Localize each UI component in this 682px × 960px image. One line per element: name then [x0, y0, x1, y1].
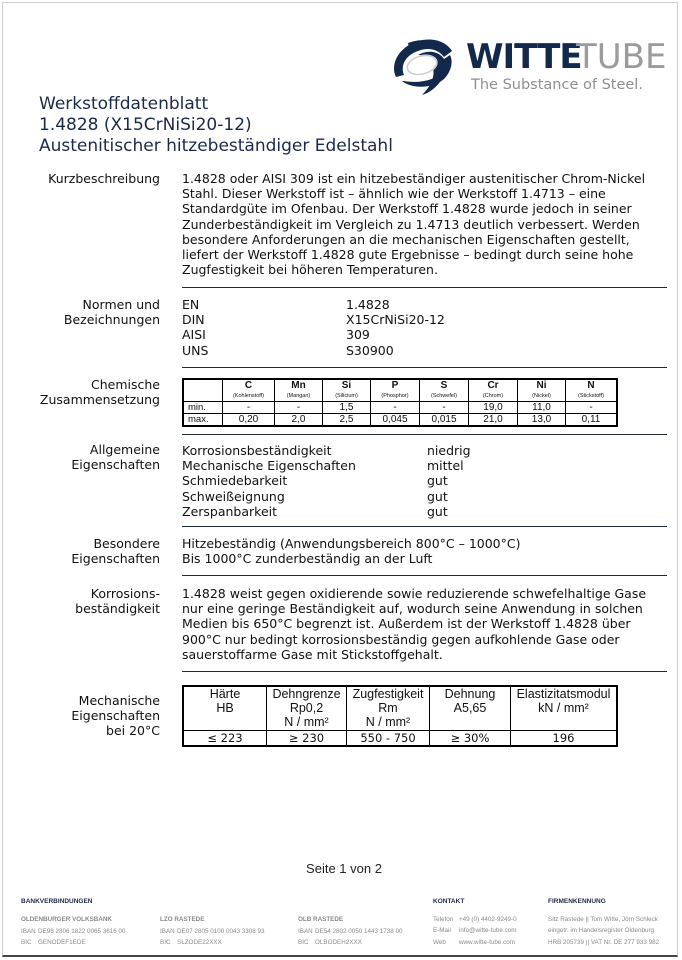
chem-header-cell [420, 379, 469, 402]
element-symbol: P [391, 379, 399, 391]
chem-min-value: - [223, 402, 275, 414]
chem-min-value: - [566, 402, 618, 414]
norm-value: 309 [346, 327, 370, 343]
brand-secondary: TUBE [576, 37, 667, 77]
header-line: Rp0,2 [289, 701, 324, 715]
chem-max-value: 0,045 [371, 414, 420, 427]
korrosion-text: 1.4828 weist gegen oxidierende sowie reduzierende schwefelhaltige Gase nur eine geringe Beständigkeit auf, wodurch seine Anwendung in solchen Medien bis 650°C begrenzt ist. Außerdem ist der Werkstoff 1.4828 über 900°C nur bedingt korrosionsbeständig gegen aufkohlende Gase oder sauerstoffarme Gase mit Stickstoffgehalt. [182, 586, 647, 662]
element-symbol: Si [341, 379, 352, 391]
property-value: mittel [427, 458, 464, 474]
chem-max-value: 2,0 [275, 414, 323, 427]
element-symbol: Ni [536, 379, 547, 391]
property-key: Korrosionsbeständigkeit [182, 443, 332, 458]
mech-header-cell [267, 686, 347, 731]
chem-max-value: 0,11 [566, 414, 618, 427]
mech-value: 550 - 750 [347, 731, 430, 747]
mechanical-properties-table [182, 685, 618, 747]
chem-min-value: 19,0 [469, 402, 518, 414]
footer-contact [433, 896, 517, 948]
section-divider [182, 367, 667, 368]
normen-row [182, 297, 445, 312]
element-symbol: Mn [291, 379, 306, 391]
bank-name: OLB RASTEDE [298, 916, 344, 923]
element-name: (Mangan) [286, 392, 311, 399]
chem-max-value: 21,0 [469, 414, 518, 427]
iban-label: IBAN [298, 927, 313, 935]
element-symbol: S [440, 379, 448, 391]
chem-header-cell [223, 379, 275, 402]
chem-max-value: 0,20 [223, 414, 275, 427]
footer-bank-heading [21, 896, 93, 908]
element-name: (Schwefel) [431, 392, 457, 399]
mech-header-cell [511, 686, 618, 731]
normen-row [182, 312, 445, 327]
mech-value: ≥ 30% [430, 731, 511, 747]
header-line: Dehnung [444, 687, 496, 701]
chem-header-cell [566, 379, 618, 402]
bic-value: GENODEF1EDE [38, 939, 86, 946]
footer-bank-1 [21, 914, 126, 949]
label-line: Mechanische [78, 693, 160, 708]
norm-key: DIN [182, 312, 205, 328]
web-link[interactable]: www.witte-tube.com [459, 938, 515, 946]
footer-bank-2 [160, 914, 265, 949]
iban-label: IBAN [21, 927, 36, 935]
chem-max-value: 13,0 [518, 414, 566, 427]
chem-min-value: 1,5 [323, 402, 371, 414]
section-label-allgemein [71, 442, 160, 472]
bic-value: OLBODEH2XXX [315, 939, 362, 946]
section-divider [182, 287, 667, 288]
normen-row [182, 343, 445, 358]
section-label-mechanik [71, 693, 160, 738]
mech-header-cell [183, 686, 267, 731]
iban-value: DE98 2806 1822 0065 3616 00 [38, 927, 126, 935]
property-row [182, 489, 471, 504]
mech-value-row [183, 731, 617, 747]
mech-value: ≤ 223 [183, 731, 267, 747]
section-divider [182, 575, 667, 576]
title-line-3: Austenitischer hitzebeständiger Edelstahl [39, 136, 393, 156]
chem-min-row [183, 402, 617, 414]
row-label-min: min. [183, 402, 223, 414]
section-divider [182, 671, 667, 672]
element-name: (Kohlenstoff) [232, 392, 265, 399]
chem-min-value: - [420, 402, 469, 414]
iban-value: DE54 2802 0050 1443 1738 00 [315, 927, 403, 935]
header-line: A5,65 [453, 701, 487, 715]
title-line-2: 1.4828 (X15CrNiSi20-12) [39, 115, 252, 135]
document-title [39, 94, 393, 157]
besondere-line: Bis 1000°C zunderbeständig an der Luft [182, 551, 433, 567]
mech-header-cell [347, 686, 430, 731]
label-line: Normen und [82, 297, 160, 312]
chem-corner-cell [183, 379, 223, 402]
chem-header-cell [371, 379, 420, 402]
property-value: gut [427, 488, 448, 504]
footer-heading: BANKVERBINDUNGEN [21, 898, 93, 905]
company-line: HRB 205739 || VAT Nr. DE 277 933 982 [548, 938, 660, 946]
property-key: Zerspanbarkeit [182, 503, 278, 519]
label-line: Bezeichnungen [63, 312, 160, 327]
header-line: N / mm² [365, 715, 411, 729]
email-link[interactable]: info@witte-tube.com [459, 927, 517, 934]
chem-max-value: 2,5 [323, 414, 371, 427]
company-line: Sitz Rastede || Tom Witte, Jörn Schleck [548, 915, 658, 923]
chem-max-row [183, 414, 617, 427]
element-name: (Silicium) [335, 392, 358, 399]
property-row [182, 473, 471, 488]
allgemein-list [182, 443, 471, 519]
section-label-besondere [71, 536, 160, 566]
header-line: N / mm² [284, 715, 329, 729]
company-line: eingetr. im Handelsregister Oldenburg [548, 927, 655, 934]
label-line: bei 20°C [106, 723, 160, 738]
contact-key: E-Mail [433, 927, 451, 934]
footer-heading: KONTAKT [433, 898, 465, 905]
element-name: (Nickel) [532, 392, 551, 399]
contact-key: Telefon [433, 915, 454, 923]
document-page [2, 2, 678, 957]
mech-header-cell [430, 686, 511, 731]
mech-value: ≥ 230 [267, 731, 347, 747]
norm-key: EN [182, 297, 200, 312]
normen-list [182, 297, 445, 358]
header-line: Zugfestigkeit [352, 687, 424, 701]
property-key: Schweißeignung [182, 488, 285, 504]
page-number: Seite 1 von 2 [306, 861, 382, 876]
bic-label: BIC [298, 939, 309, 946]
bic-label: BIC [21, 939, 32, 946]
label-line: Allgemeine [89, 442, 160, 457]
besondere-line: Hitzebeständig (Anwendungsbereich 800°C – 1000°C) [182, 536, 521, 551]
chem-header-cell [275, 379, 323, 402]
header-line: Rm [378, 701, 398, 715]
chem-min-value: - [275, 402, 323, 414]
iban-value: DE07 2805 0100 0043 3308 93 [177, 927, 265, 935]
bank-name: OLDENBURGER VOLKSBANK [21, 916, 112, 923]
label-line: Korrosions- [90, 586, 160, 601]
chem-header-cell [323, 379, 371, 402]
bic-value: SLZODE22XXX [177, 939, 222, 946]
property-key: Mechanische Eigenschaften [182, 458, 356, 474]
chem-max-value: 0,015 [420, 414, 469, 427]
norm-key: AISI [182, 327, 206, 343]
normen-row [182, 327, 445, 342]
kurzbeschreibung-text: 1.4828 oder AISI 309 ist ein hitzebeständiger austenitischer Chrom-Nickel Stahl. Dieser Werkstoff ist – ähnlich wie der Werkstoff 1.4713 – eine Standardgüte im Ofenbau. Der Werkstoff 1.4828 wurde jedoch in seiner Zunderbeständigkeit im Vergleich zu 1.4713 deutlich verbessert. Werden besondere Anforderungen an die mechanischen Eigenschaften gestellt, liefert der Werkstoff 1.4828 gute Ergebnisse – bedingt durch seine hohe Zugfestigkeit bei höheren Temperaturen. [182, 171, 646, 278]
title-line-1: Werkstoffdatenblatt [39, 94, 209, 114]
chem-header-cell [469, 379, 518, 402]
label-line: Eigenschaften [71, 457, 160, 472]
witte-tube-logo-icon [388, 35, 458, 97]
chem-min-value: - [371, 402, 420, 414]
footer-heading: FIRMENKENNUNG [548, 898, 606, 905]
header-line: kN / mm² [538, 701, 589, 715]
section-label-normen [64, 297, 160, 327]
chem-min-value: 11,0 [518, 402, 566, 414]
company-logo [388, 33, 678, 103]
property-row [182, 504, 471, 519]
iban-label: IBAN [160, 927, 175, 935]
section-label-kurzbeschreibung: Kurzbeschreibung [48, 171, 160, 186]
header-line: Härte [209, 687, 241, 701]
property-value: gut [427, 503, 448, 519]
footer-bank-3 [298, 914, 403, 949]
element-name: (Stickstoff) [578, 392, 604, 399]
section-divider [182, 434, 667, 435]
footer-company [548, 896, 659, 948]
property-key: Schmiedebarkeit [182, 473, 288, 489]
brand-primary: WITTE [466, 37, 582, 77]
section-divider [182, 526, 667, 527]
section-label-korrosion [75, 586, 160, 616]
label-line: Besondere [93, 536, 160, 551]
norm-value: S30900 [346, 342, 394, 358]
element-name: (Phosphor) [381, 392, 409, 399]
mech-value: 196 [511, 731, 618, 747]
element-symbol: Cr [487, 379, 499, 391]
header-line: Elastizitatsmodul [516, 687, 611, 701]
label-line: Zusammensetzung [39, 392, 160, 407]
norm-value: X15CrNiSi20-12 [346, 312, 445, 328]
norm-key: UNS [182, 342, 209, 358]
property-row [182, 443, 471, 458]
section-label-chemie [40, 377, 160, 407]
brand-tagline: The Substance of Steel. [471, 77, 643, 93]
property-row [182, 458, 471, 473]
row-label-max: max. [183, 414, 223, 427]
chemical-composition-table [182, 378, 618, 427]
besondere-text [182, 536, 662, 566]
contact-key: Web [433, 938, 446, 946]
label-line: Eigenschaften [71, 551, 160, 566]
label-line: Chemische [91, 377, 160, 392]
bic-label: BIC [160, 939, 171, 946]
property-value: gut [427, 473, 448, 489]
phone-value: +49 (0) 4402-9249-0 [459, 915, 517, 923]
label-line: Eigenschaften [71, 708, 160, 723]
property-value: niedrig [427, 443, 471, 458]
header-line: Dehngrenze [272, 687, 341, 701]
element-name: (Chrom) [482, 392, 504, 399]
element-symbol: N [587, 379, 595, 391]
chem-header-cell [518, 379, 566, 402]
label-line: beständigkeit [75, 601, 160, 616]
element-symbol: C [244, 379, 253, 391]
chem-header-row [183, 379, 617, 402]
bank-name: LZO RASTEDE [160, 916, 205, 923]
norm-value: 1.4828 [346, 297, 390, 312]
mech-header-row [183, 686, 617, 731]
header-line: HB [216, 701, 234, 715]
